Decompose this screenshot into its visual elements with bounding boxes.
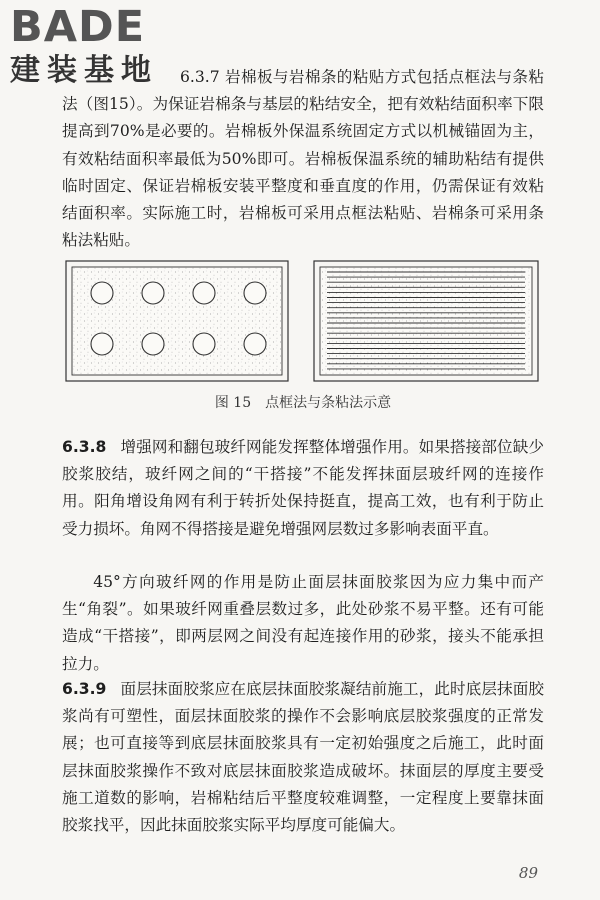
logo-subtitle: 建装基地 [10,53,158,88]
paragraph-text: 增强网和翻包玻纤网能发挥整体增强作用。如果搭接部位缺少胶浆胶结，玻纤网之间的“干搭接”不能发挥抹面层玻纤网的连接作用。阳角增设角网有利于转折处保持挺直，提高工效，也有利于防止受力损坏。角网不得搭接是避免增强网层数过多影响表面平直。 [62,438,544,538]
strip-method-panel [314,261,538,381]
figure-caption: 图 15 点框法与条粘法示意 [214,395,392,411]
dot-frame-method-panel [66,261,288,381]
figure-15-diagram [62,256,544,386]
paragraph-45-degree-mesh: 45°方向玻纤网的作用是防止面层抹面胶浆因为应力集中而产生“角裂”。如果玻纤网重叠层数过多，此处砂浆不易平整。还有可能造成“干搭接”，即两层网之间没有起连接作用的砂浆，接头不能承担拉力。 [62,573,544,673]
section-number: 6.3.8 [62,438,107,456]
logo [10,4,180,88]
paragraph-text: 面层抹面胶浆应在底层抹面胶浆凝结前施工，此时底层抹面胶浆尚有可塑性，面层抹面胶浆的操作不会影响底层胶浆强度的正常发展；也可直接等到底层抹面胶浆具有一定初始强度之后施工，此时面层抹面胶浆操作不致对底层抹面胶浆造成破坏。抹面层的厚度主要受施工道数的影响，岩棉粘结后平整度较难调整，一定程度上要靠抹面胶浆找平，因此抹面胶浆实际平均厚度可能偏大。 [62,680,544,835]
paragraph-6-3-8 [62,434,544,543]
paragraph-6-3-7: 6.3.7 岩棉板与岩棉条的粘贴方式包括点框法与条粘法（图15）。为保证岩棉条与基层的粘结安全，把有效粘结面积率下限提高到70%是必要的。岩棉板外保温系统固定方式以机械锚固为主，有效粘结面积率最低为50%即可。岩棉板保温系统的辅助粘结有提供临时固定、保证岩棉板安装平整度和垂直度的作用，仍需保证有效粘结面积率。实际施工时，岩棉板可采用点框法粘贴、岩棉条可采用条粘法粘贴。 [62,68,544,250]
logo-wordmark: BADE [10,2,146,52]
page-number: 89 [518,864,538,882]
figure-15 [62,256,544,386]
section-number: 6.3.9 [62,680,107,698]
paragraph-6-3-9 [62,676,544,839]
